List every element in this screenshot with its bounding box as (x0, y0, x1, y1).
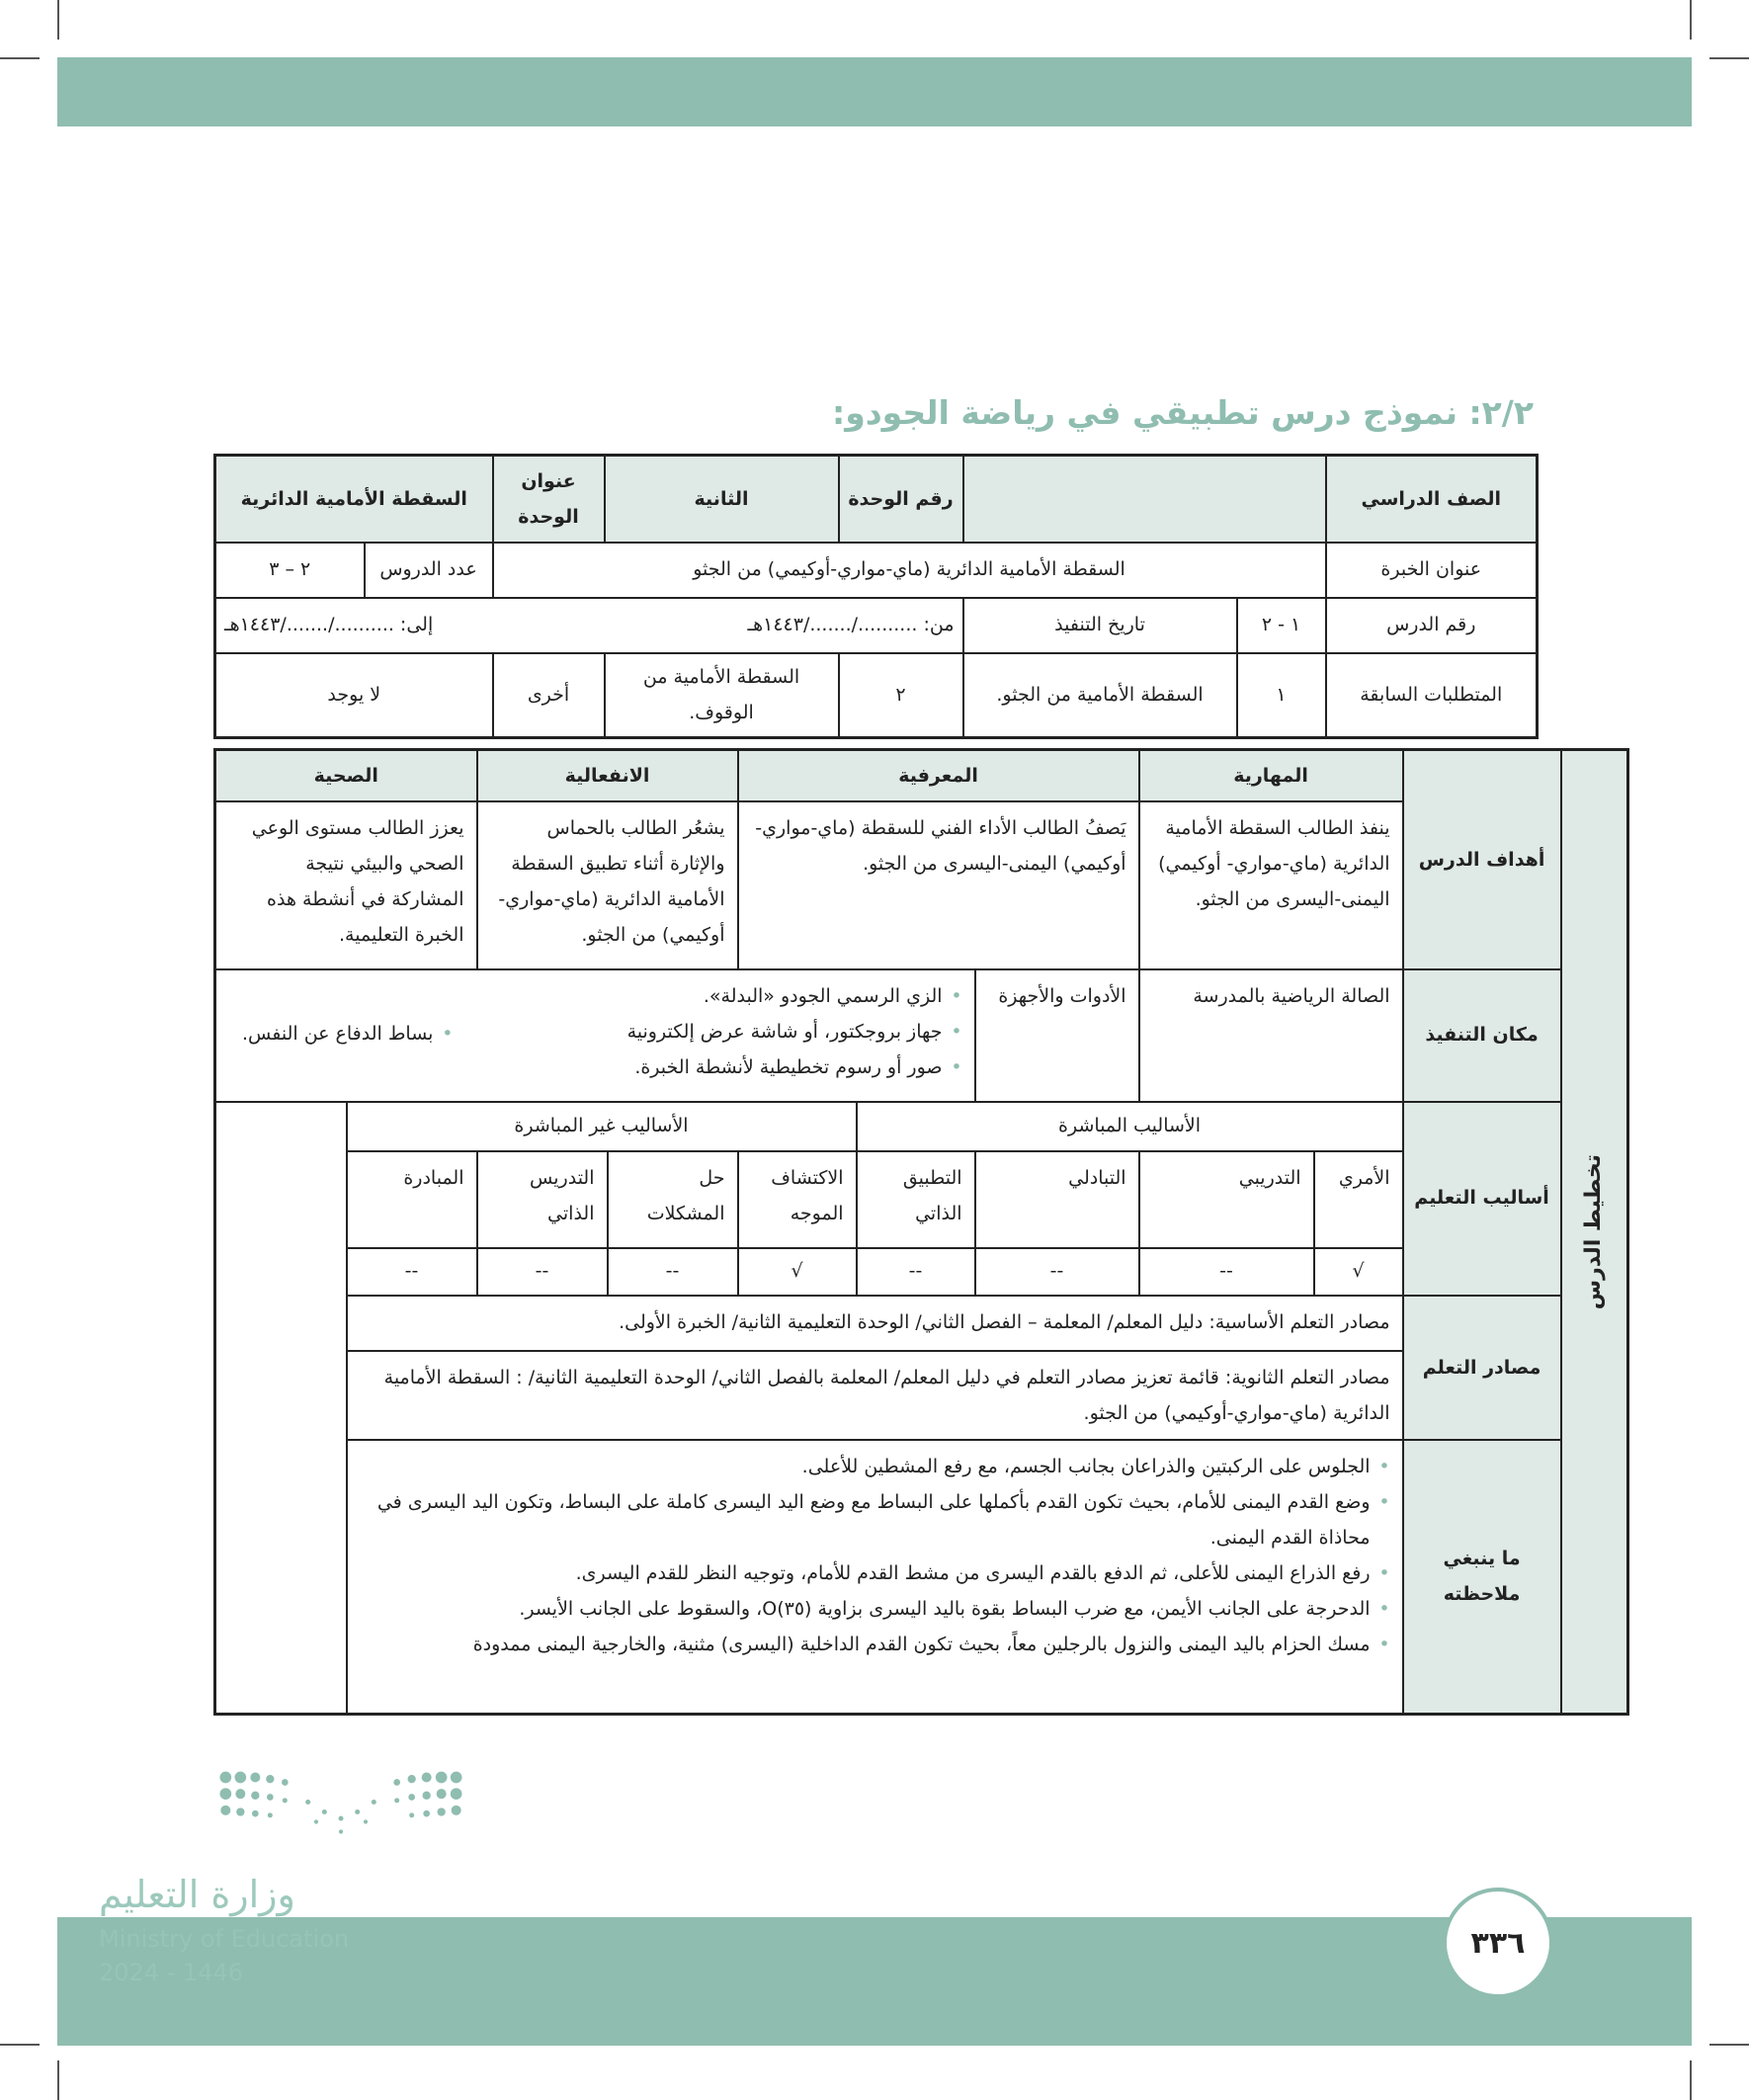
crop-mark (0, 57, 40, 59)
method-mark: -- (347, 1248, 477, 1296)
date-from: من: ........../......./١٤٤٣هـ (747, 614, 955, 636)
sources-label: مصادر التعلم (1403, 1296, 1561, 1440)
objective-skill: ينفذ الطالب السقطة الأمامية الدائرية (ماي-مواري- أوكيمي) اليمنى-اليسرى من الجثو. (1139, 801, 1403, 969)
tool-item: • صور أو رسوم تخطيطية لأنشطة الخبرة. (627, 1050, 962, 1085)
venue-label: مكان التنفيذ (1403, 969, 1561, 1102)
lessons-count-value: ٢ – ٣ (215, 543, 365, 598)
unit-number-label: رقم الوحدة (839, 456, 963, 543)
crop-mark (1690, 2060, 1692, 2100)
unit-number-value: الثانية (605, 456, 839, 543)
crop-mark (57, 2060, 59, 2100)
ministry-year: 2024 - 1446 (99, 1959, 244, 1986)
unit-title-value: السقطة الأمامية الدائرية (215, 456, 493, 543)
objective-health: يعزز الطالب مستوى الوعي الصحي والبيئي نتيجة المشاركة في أنشطة هذه الخبرة التعليمية. (215, 801, 477, 969)
top-band (57, 57, 1692, 126)
prereq-2-num: ٢ (839, 653, 963, 738)
lesson-number-label: رقم الدرس (1326, 598, 1538, 653)
method-name: المبادرة (347, 1151, 477, 1248)
prereq-other-label: أخرى (493, 653, 605, 738)
method-name: التبادلي (975, 1151, 1139, 1248)
crop-mark (57, 0, 59, 40)
crop-mark (0, 2044, 40, 2046)
observe-list (360, 1449, 1390, 1663)
ministry-name-ar: وزارة التعليم (99, 1873, 295, 1916)
date-to: إلى: ........../......./١٤٤٣هـ (224, 614, 434, 636)
tools-label: الأدوات والأجهزة (975, 969, 1139, 1102)
domain-cognitive: المعرفية (738, 750, 1139, 801)
objectives-label: أهداف الدرس (1403, 750, 1561, 969)
method-mark: -- (975, 1248, 1139, 1296)
objective-cognitive: يَصفُ الطالب الأداء الفني للسقطة (ماي-مواري- أوكيمي) اليمنى-اليسرى من الجثو. (738, 801, 1139, 969)
grade-value (963, 456, 1326, 543)
domain-health: الصحية (215, 750, 477, 801)
tool-item: • الزي الرسمي الجودو «البدلة». (627, 978, 962, 1014)
crop-mark (1690, 0, 1692, 40)
direct-methods-label: الأساليب المباشرة (857, 1102, 1403, 1151)
observe-item: • الدحرجة على الجانب الأيمن، مع ضرب البساط بقوة باليد اليسرى بزاوية (٣٥)O، والسقوط على الجانب الأيسر. (360, 1591, 1390, 1627)
observe-item: • رفع الذراع اليمنى للأعلى، ثم الدفع بالقدم اليسرى من مشط القدم للأمام، وتوجيه النظر للقدم اليسرى. (360, 1555, 1390, 1591)
experience-title-label: عنوان الخبرة (1326, 543, 1538, 598)
method-mark: -- (857, 1248, 975, 1296)
source-primary: مصادر التعلم الأساسية: دليل المعلم/ المعلمة – الفصل الثاني/ الوحدة التعليمية الثانية/ الخبرة الأولى. (347, 1296, 1403, 1351)
method-mark: √ (738, 1248, 857, 1296)
lesson-plan-table (213, 748, 1629, 1716)
lesson-info-table (213, 454, 1539, 739)
method-mark: -- (477, 1248, 608, 1296)
method-mark: -- (1139, 1248, 1314, 1296)
objective-affective: يشعُر الطالب بالحماس والإثارة أثناء تطبيق السقطة الأمامية الدائرية (ماي-مواري- أوكيمي) من الجثو. (477, 801, 738, 969)
methods-label: أساليب التعليم (1403, 1102, 1561, 1296)
domain-affective: الانفعالية (477, 750, 738, 801)
crop-mark (1709, 57, 1749, 59)
method-mark: √ (1314, 1248, 1403, 1296)
lessons-count-label: عدد الدروس (365, 543, 493, 598)
observe-item: • الجلوس على الركبتين والذراعان بجانب الجسم، مع رفع المشطين للأعلى. (360, 1449, 1390, 1484)
method-name: التدريبي (1139, 1151, 1314, 1248)
indirect-methods-label: الأساليب غير المباشرة (347, 1102, 857, 1151)
exec-date-label: تاريخ التنفيذ (963, 598, 1237, 653)
tool-item-mat: • بساط الدفاع عن النفس. (242, 1016, 453, 1051)
ministry-name-en: Ministry of Education (99, 1925, 350, 1953)
prereq-label: المتطلبات السابقة (1326, 653, 1538, 738)
observe-item: • وضع القدم اليمنى للأمام، بحيث تكون القدم بأكملها على البساط مع وضع اليد اليسرى كاملة على البساط، وتكون اليد اليسرى في محاذاة القدم اليمنى. (360, 1484, 1390, 1555)
tool-item: • جهاز بروجكتور، أو شاشة عرض إلكترونية (627, 1014, 962, 1050)
venue-value: الصالة الرياضية بالمدرسة (1139, 969, 1403, 1102)
ministry-logo-icon (217, 1769, 464, 1860)
observe-label: ما ينبغي ملاحظته (1403, 1440, 1561, 1715)
unit-title-label: عنوان الوحدة (493, 456, 605, 543)
page-number: ٣٣٦ (1443, 1888, 1553, 1998)
source-secondary: مصادر التعلم الثانوية: قائمة تعزيز مصادر التعلم في دليل المعلم/ المعلمة بالفصل الثاني/ الوحدة التعليمية الثانية/ : السقطة الأمامية الدائرية (ماي-مواري-أوكيمي) من الجثو. (347, 1351, 1403, 1440)
experience-title-value: السقطة الأمامية الدائرية (ماي-مواري-أوكيمي) من الجثو (493, 543, 1326, 598)
method-name: الأمري (1314, 1151, 1403, 1248)
method-name: الاكتشاف الموجه (738, 1151, 857, 1248)
tools-list (627, 978, 962, 1085)
prereq-2-text: السقطة الأمامية من الوقوف. (605, 653, 839, 738)
prereq-1-num: ١ (1237, 653, 1326, 738)
plan-section-label: تخطيط الدرس (1581, 1153, 1607, 1310)
lesson-number-value: ١ - ٢ (1237, 598, 1326, 653)
prereq-1-text: السقطة الأمامية من الجثو. (963, 653, 1237, 738)
method-name: حل المشكلات (608, 1151, 738, 1248)
method-mark: -- (608, 1248, 738, 1296)
domain-skill: المهارية (1139, 750, 1403, 801)
method-name: التطبيق الذاتي (857, 1151, 975, 1248)
observe-item: • مسك الحزام باليد اليمنى والنزول بالرجلين معاً، بحيث تكون القدم الداخلية (اليسرى) مثنية، والخارجية اليمنى ممدودة (360, 1627, 1390, 1662)
prereq-other-value: لا يوجد (215, 653, 493, 738)
section-heading: ٢/٢: نموذج درس تطبيقي في رياضة الجودو: (832, 393, 1534, 432)
method-name: التدريس الذاتي (477, 1151, 608, 1248)
crop-mark (1709, 2044, 1749, 2046)
grade-label: الصف الدراسي (1326, 456, 1538, 543)
